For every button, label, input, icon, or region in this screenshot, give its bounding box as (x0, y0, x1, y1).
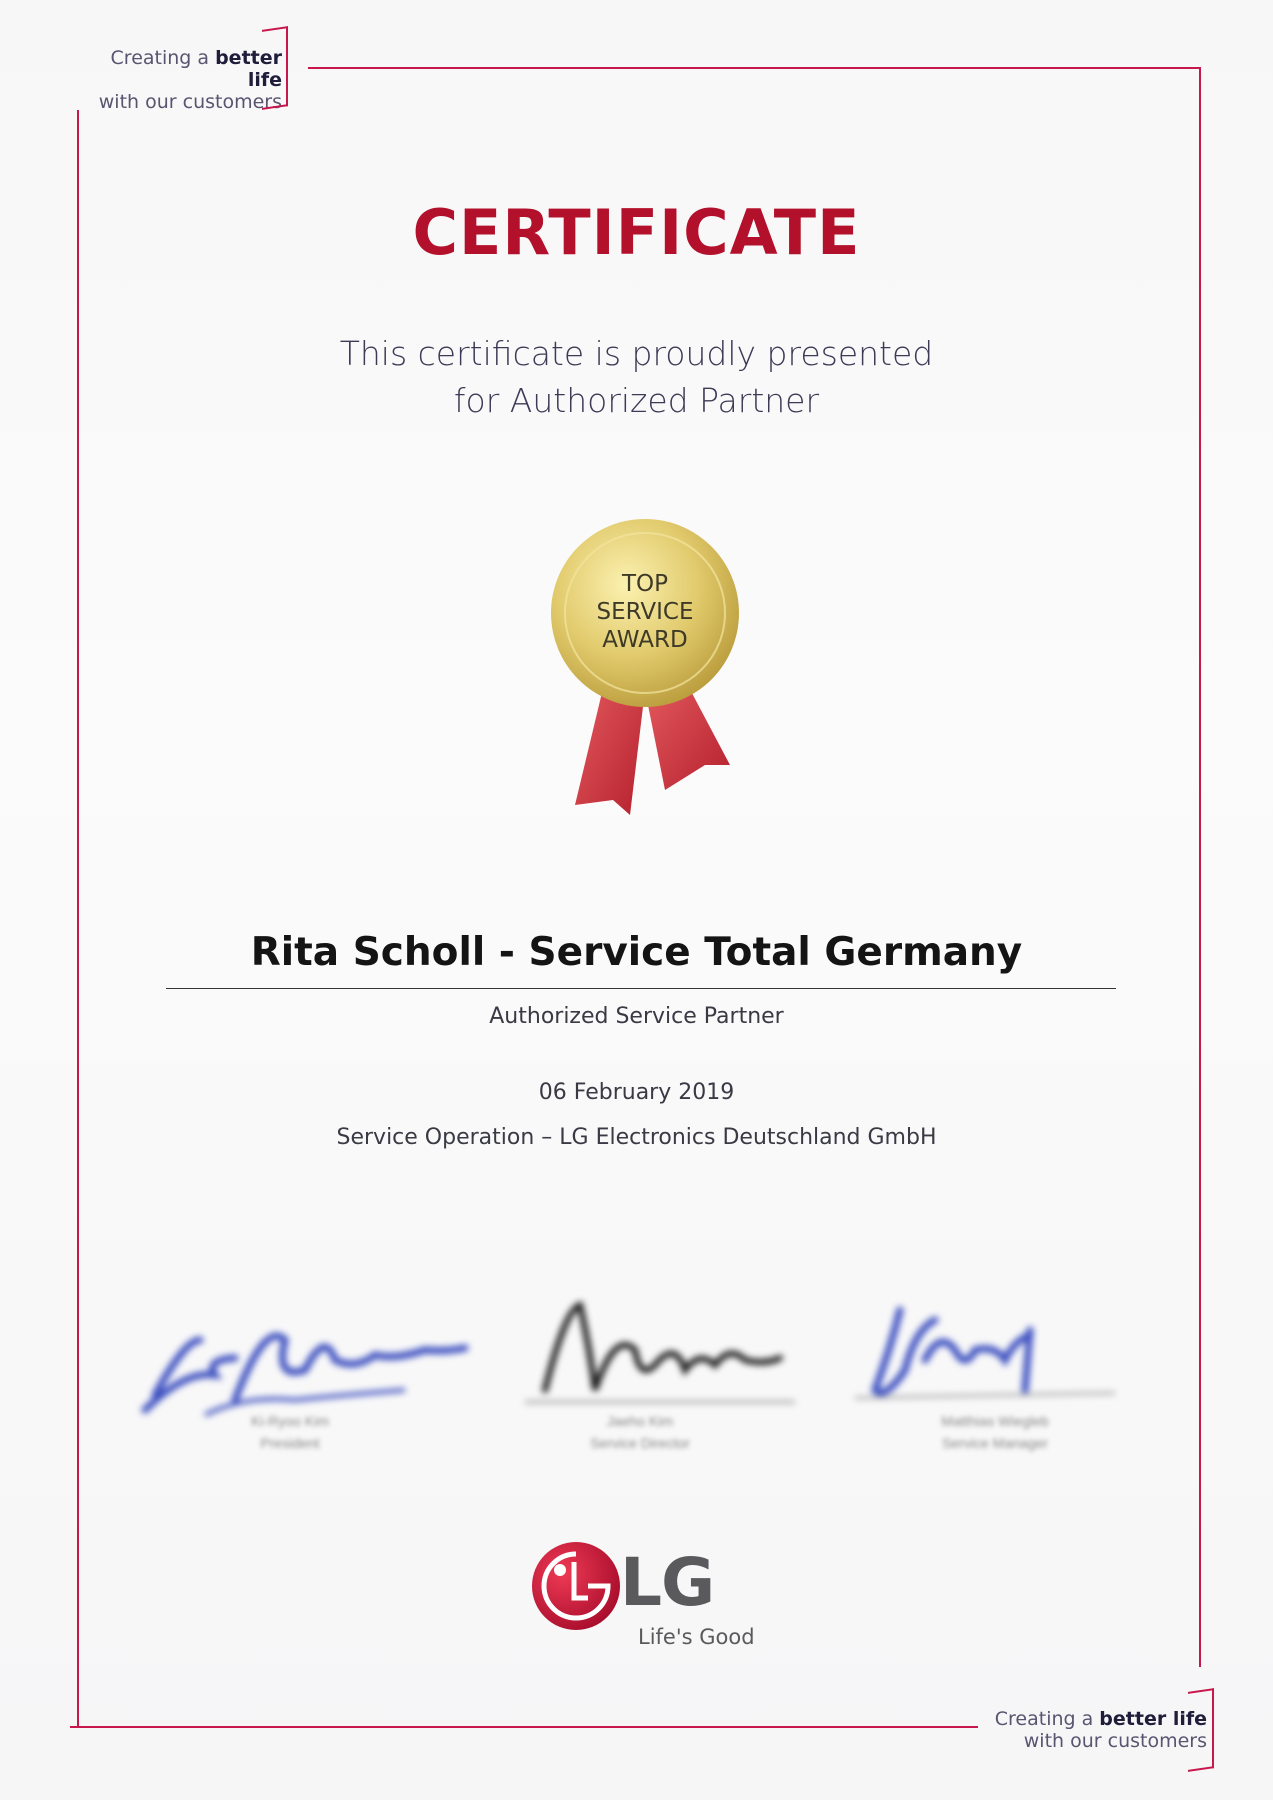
signature-3-name: Matthias Wiegleb (941, 1413, 1049, 1429)
signature-3-caption (905, 1410, 1085, 1454)
certificate-subtitle (0, 330, 1273, 424)
award-line1: TOP (621, 571, 669, 597)
signature-1-title: President (260, 1435, 320, 1451)
award-line2: SERVICE (596, 599, 694, 625)
tagline-bottom-bracket (1188, 1688, 1214, 1772)
tagline-bottom-bold: better life (1099, 1708, 1207, 1730)
certificate-title: CERTIFICATE (412, 196, 861, 269)
signature-2-name: Jaeho Kim (606, 1413, 674, 1429)
award-seal-icon (545, 515, 745, 815)
tagline-top-prefix: Creating a (110, 47, 216, 69)
frame-top-line (308, 67, 1200, 69)
signature-3-icon (855, 1290, 1115, 1420)
frame-right-line (1199, 67, 1201, 1667)
signature-1-name: Ki-Ryoo Kim (251, 1413, 329, 1429)
recipient-underline (166, 988, 1116, 989)
subtitle-line1: This certificate is proudly presented (339, 334, 934, 373)
signature-3-title: Service Manager (942, 1435, 1048, 1451)
award-line3: AWARD (602, 627, 688, 653)
tagline-top-bold: better life (215, 47, 282, 91)
recipient-name: Rita Scholl - Service Total Germany (250, 930, 1023, 975)
subtitle-line2: for Authorized Partner (453, 381, 820, 420)
tagline-bottom-line2: with our customers (1023, 1730, 1207, 1752)
signature-2-icon (525, 1290, 795, 1420)
signature-2-title: Service Director (590, 1435, 690, 1451)
tagline-bottom-prefix: Creating a (994, 1708, 1100, 1730)
tagline-top-line2: with our customers (98, 91, 282, 113)
lg-brand-name: LG (620, 1544, 715, 1621)
signature-2-caption (560, 1410, 720, 1454)
tagline-bottom (985, 1708, 1207, 1752)
recipient-role: Authorized Service Partner (489, 1004, 784, 1029)
lg-slogan: Life's Good (638, 1625, 755, 1649)
tagline-top (74, 47, 282, 113)
lg-logo-icon (530, 1540, 622, 1632)
tagline-top-bracket (262, 26, 288, 110)
frame-bottom-line (70, 1726, 978, 1728)
signature-1-caption (205, 1410, 375, 1454)
certificate-issuer: Service Operation – LG Electronics Deutschland GmbH (336, 1125, 937, 1150)
certificate-date: 06 February 2019 (538, 1080, 735, 1105)
